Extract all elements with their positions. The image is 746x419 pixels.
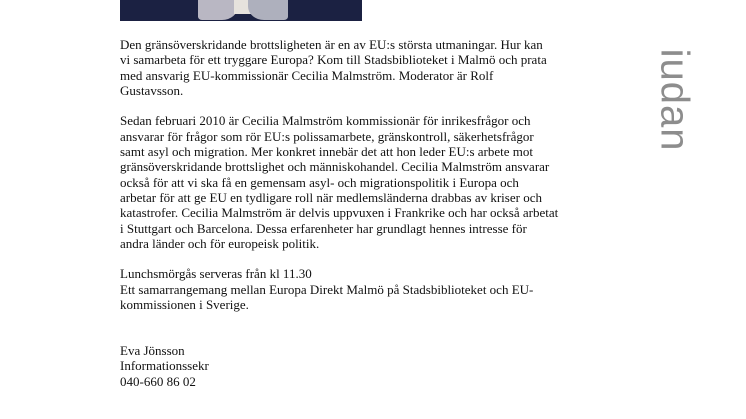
article-body [120, 37, 620, 389]
contact-phone: 040-660 86 02 [120, 373, 196, 389]
sidebar-vertical-heading [652, 48, 697, 152]
bio-paragraph: Sedan februari 2010 är Cecilia Malmström kommissionär för inrikesfrågor och ansvarar för frågor som rör EU:s polissamarbete, gränskontroll, säkerhetsfrågor samt asyl och migration. Mer konkret innebär det att hon leder EU:s arbete mot gränsöverskridande brottslighet och människohandel. Cecilia Malmström ansvarar också för att vi ska få en gemensam asyl- och migrationspolitik i Europa och arbetar för att ge EU en tydligare roll när medlemsländerna drabbas av kriser och katastrofer. Cecilia Malmström är delvis uppvuxen i Frankrike och har också arbetat i Stuttgart och Barcelona. Dessa erfarenheter har grundlagt hennes intresse för andra länder och för europeisk politik. [120, 113, 559, 251]
event-info-paragraph: Lunchsmörgås serveras från kl 11.30 Ett samarrangemang mellan Europa Direkt Malmö på Stadsbiblioteket och EU- kommissionen i Sverige. [120, 266, 534, 313]
contact-title: Informationssekr [120, 358, 209, 374]
speaker-photo [120, 0, 362, 21]
photo-jacket-right [248, 0, 288, 20]
contact-name: Eva Jönsson [120, 342, 185, 358]
intro-paragraph: Den gränsöverskridande brottsligheten är en av EU:s största utmaningar. Hur kan vi samarbeta för ett tryggare Europa? Kom till Stadsbiblioteket i Malmö och prata med ansvarig EU-kommissionär Cecilia Malmström. Moderator är Rolf Gustavsson. [120, 37, 547, 98]
photo-jacket-left [198, 0, 238, 20]
sidebar-heading-text: iudan [652, 48, 697, 152]
